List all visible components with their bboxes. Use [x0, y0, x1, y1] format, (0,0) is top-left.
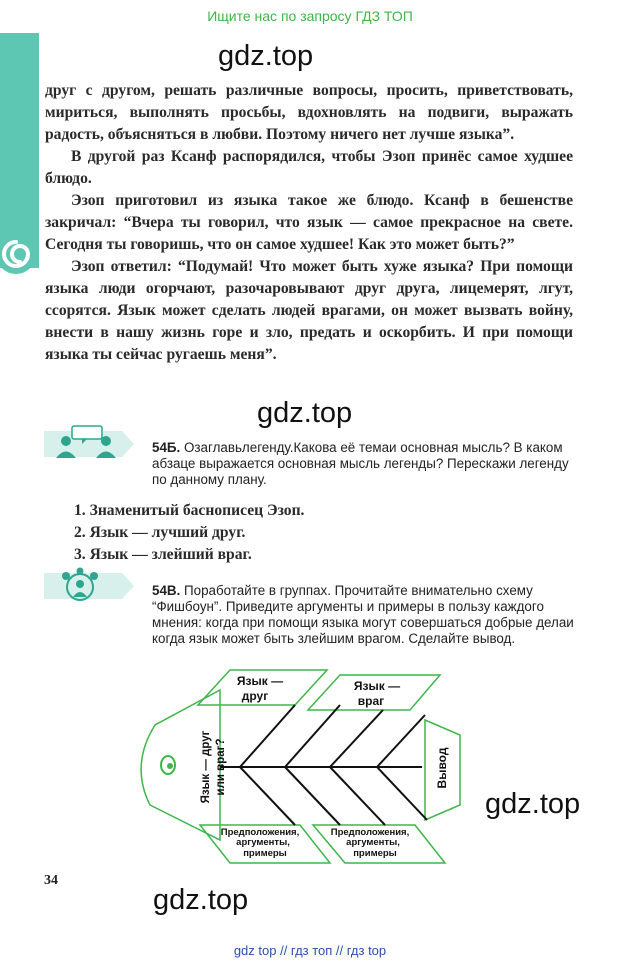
fish-eye-icon [161, 756, 175, 774]
bottom-left-label-2: аргументы, [236, 837, 290, 848]
top-left-label-2: друг [241, 689, 269, 703]
bottom-banner[interactable]: gdz top // гдз топ // гдз top [233, 943, 387, 958]
plan-item: 2. Язык — лучший друг. [74, 524, 246, 541]
plan-item: 3. Язык — злейший враг. [74, 546, 252, 563]
head-label-2: или враг? [215, 738, 227, 796]
bottom-left-label-3: примеры [243, 848, 287, 859]
watermark: gdz.top [257, 397, 353, 429]
exercise-text: Поработайте в группах. Прочитайте внимательно схему “Фишбоун”. Приведите аргументы и примеры в пользу каждого мнения: когда при помощи языка могут совершаться добрые делаи когда язык может быть злейшим врагом. Сделайте вывод. [152, 583, 574, 646]
tail-label: Вывод [435, 747, 449, 789]
swirl-ornament-icon [0, 232, 38, 276]
page-number: 34 [44, 873, 58, 888]
watermark: gdz.top [153, 884, 249, 916]
top-right-label-2: враг [357, 694, 385, 708]
bottom-left-label-1: Предположения, [220, 827, 300, 838]
story-paragraph: В другой раз Ксанф распорядился, чтобы Эзоп принёс самое худшее блюдо. [45, 148, 573, 187]
story-paragraph: Эзоп приготовил из языка такое же блюдо. Ксанф в бешенстве закричал: “Вчера ты говорил, что язык — самое прекрасное на свете. Сегодня ты говоришь, что он самое худшее! Как это может быть?” [45, 192, 573, 253]
top-left-label-1: Язык — [236, 674, 284, 688]
story-paragraph: Эзоп ответил: “Подумай! Что может быть хуже языка? При помощи языка люди огорчают, разочаровывают друг друга, лицемерят, лгут, ссорятся. Язык может сделать людей врагами, он может вызвать войну, внести в нашу жизнь горе и зло, предать и оскорбить. И при помощи языка ты сейчас ругаешь меня”. [45, 258, 573, 363]
exercise-54b [152, 440, 582, 488]
bottom-right-label-3: примеры [353, 848, 397, 859]
exercise-text: Озаглавьлегенду.Какова её темаи основная мысль? В каком абзаце выражается основная мысль легенды? Перескажи легенду по данному плану. [152, 440, 569, 487]
top-banner[interactable]: Ищите нас по запросу ГДЗ ТОП [207, 8, 413, 24]
head-label-1: Язык — друг [200, 730, 212, 804]
dialogue-icon [44, 425, 134, 463]
exercise-number: 54В. [152, 583, 181, 598]
top-right-label-1: Язык — [353, 679, 401, 693]
plan-item: 1. Знаменитый баснописец Эзоп. [74, 502, 305, 519]
story-text [45, 80, 573, 366]
bottom-right-label-2: аргументы, [346, 837, 400, 848]
fishbone-diagram [135, 665, 470, 870]
watermark: gdz.top [218, 40, 314, 72]
plan-list [74, 500, 304, 566]
exercise-54c [152, 583, 582, 647]
bottom-right-label-1: Предположения, [330, 827, 410, 838]
exercise-number: 54Б. [152, 440, 181, 455]
story-paragraph: друг с другом, решать различные вопросы, просить, приветствовать, мириться, выполнять просьбы, вдохновлять на подвиги, выражать радость, объясняться в любви. Поэтому ничего нет лучше языка”. [45, 82, 573, 143]
group-work-icon [44, 567, 134, 605]
watermark: gdz.top [485, 788, 581, 820]
